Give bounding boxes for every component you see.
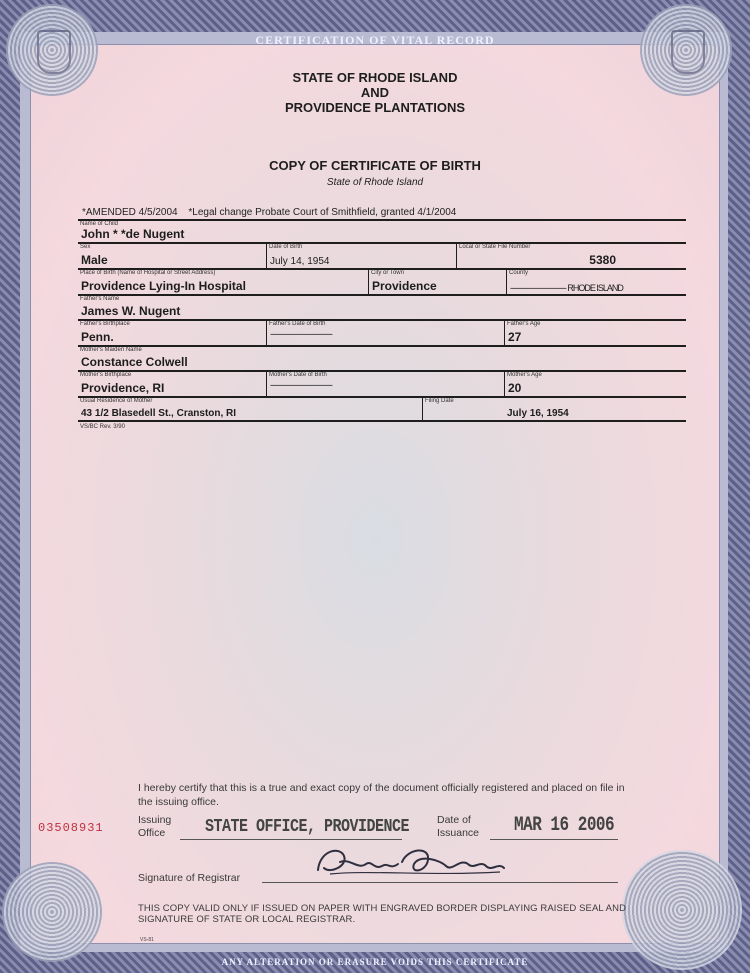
father-age: 27 (508, 330, 522, 344)
father-age-label: Father's Age (507, 321, 541, 327)
mother-birthplace-label: Mother's Birthplace (80, 372, 132, 378)
serial-number: 03508931 (38, 821, 104, 835)
issuance-date-label: Date of Issuance (437, 814, 480, 839)
county-value: ---------------------------- RHODE ISLAND (510, 283, 623, 293)
registrar-signature (310, 840, 510, 884)
seal-corner-bottom-right (622, 850, 742, 970)
amendment-date: *AMENDED 4/5/2004 (82, 207, 178, 218)
row-mother-details (78, 372, 686, 398)
filing-date-label: Filing Date (425, 398, 454, 404)
amendment-text: *Legal change Probate Court of Smithfield, granted 4/1/2004 (188, 207, 457, 218)
father-name-label: Father's Name (80, 296, 120, 302)
mother-age: 20 (508, 381, 522, 395)
state-line-1: STATE OF RHODE ISLAND (292, 70, 458, 85)
state-heading (0, 70, 750, 115)
signature-line (262, 882, 618, 883)
mother-dob: ------------------------------- (270, 380, 332, 390)
father-birthplace-label: Father's Birthplace (80, 321, 130, 327)
row-father-details (78, 321, 686, 347)
validity-disclaimer: THIS COPY VALID ONLY IF ISSUED ON PAPER WITH ENGRAVED BORDER DISPLAYING RAISED SEAL AND SIGNATURE OF STATE OR LOCAL REGISTRAR. (138, 903, 627, 925)
state-line-3: PROVIDENCE PLANTATIONS (284, 100, 466, 115)
certification-statement: I hereby certify that this is a true and exact copy of the document officially registered and placed on file in the issuing office. (138, 782, 625, 808)
form-code: VS-81 (140, 937, 154, 943)
row-father-name (78, 296, 686, 321)
county-label: County (509, 270, 529, 276)
certificate-title: COPY OF CERTIFICATE OF BIRTH (269, 158, 481, 173)
signature-label: Signature of Registrar (138, 872, 241, 884)
child-name: John * *de Nugent (81, 227, 185, 241)
mother-name: Constance Colwell (81, 355, 188, 369)
top-banner: CERTIFICATION OF VITAL RECORD (255, 33, 495, 47)
pob-value: Providence Lying-In Hospital (81, 279, 246, 293)
city-label: City or Town (371, 270, 404, 276)
issuing-office-label: Issuing Office (138, 814, 172, 839)
row-child-name (78, 219, 686, 244)
file-number: 5380 (589, 253, 616, 267)
row-sex-dob (78, 244, 686, 270)
father-dob: ------------------------------- (270, 329, 332, 339)
seal-corner-bottom-left (2, 862, 102, 962)
mother-dob-label: Mother's Date of Birth (269, 372, 327, 378)
issuing-office-stamp: STATE OFFICE, PROVIDENCE (205, 815, 410, 838)
pob-label: Place of Birth (Name of Hospital or Street Address) (80, 270, 216, 276)
form-revision: VS/BC Rev. 3/90 (80, 424, 125, 430)
father-birthplace: Penn. (81, 330, 114, 344)
dob-label: Date of Birth (269, 244, 303, 250)
bottom-banner: ANY ALTERATION OR ERASURE VOIDS THIS CERTIFICATE (221, 957, 529, 967)
city-value: Providence (372, 279, 437, 293)
certificate-subtitle: State of Rhode Island (326, 177, 424, 188)
father-dob-label: Father's Date of Birth (269, 321, 326, 327)
file-number-label: Local or State File Number (459, 244, 531, 250)
amendment-note (82, 207, 464, 218)
mother-age-label: Mother's Age (507, 372, 542, 378)
residence-value: 43 1/2 Blasedell St., Cranston, RI (81, 408, 237, 419)
sex-label: Sex (80, 244, 91, 250)
mother-birthplace: Providence, RI (81, 381, 165, 395)
issuance-date-stamp: MAR 16 2006 (514, 813, 615, 837)
row-residence (78, 398, 686, 422)
certificate-form (78, 219, 686, 422)
father-name: James W. Nugent (81, 304, 181, 318)
sex-value: Male (81, 253, 108, 267)
mother-name-label: Mother's Maiden Name (80, 347, 142, 353)
filing-date: July 16, 1954 (507, 408, 569, 419)
row-mother-name (78, 347, 686, 372)
residence-label: Usual Residence of Mother (80, 398, 153, 404)
dob-value: July 14, 1954 (270, 256, 330, 267)
child-name-label: Name of Child (80, 221, 119, 227)
row-place-of-birth (78, 270, 686, 296)
state-line-2: AND (360, 85, 390, 100)
